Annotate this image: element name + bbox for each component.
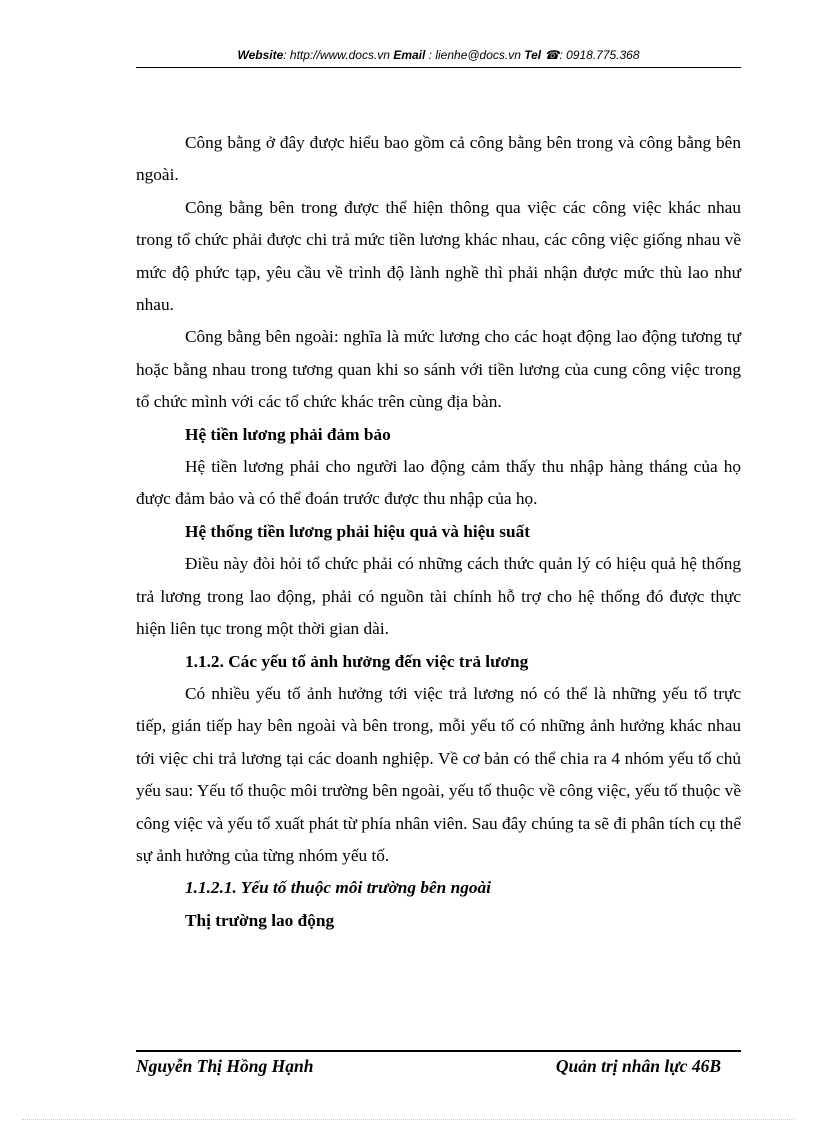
document-body bbox=[136, 127, 741, 937]
website-url: : http://www.docs.vn bbox=[283, 48, 390, 62]
paragraph: Điều này đòi hỏi tổ chức phải có những cách thức quản lý có hiệu quả hệ thống trả lương trong lao động, phải có nguồn tài chính hỗ trợ cho hệ thống đó được thực hiện liên tục trong một thời gian dài. bbox=[136, 554, 741, 639]
section-heading: Thị trường lao động bbox=[185, 910, 335, 930]
header-divider bbox=[136, 67, 741, 68]
paragraph: Có nhiều yếu tố ảnh hưởng tới việc trả lương nó có thể là những yếu tố trực tiếp, gián tiếp hay bên ngoài và bên trong, mỗi yếu tố có những ảnh hưởng khác nhau tới việc chi trả lương tại các doanh nghiệp. Về cơ bản có thể chia ra 4 nhóm yếu tố chủ yếu sau: Yếu tố thuộc môi trường bên ngoài, yếu tố thuộc về công việc, yếu tố thuộc về công việc và yếu tố xuất phát từ phía nhân viên. Sau đây chúng ta sẽ đi phân tích cụ thể sự ảnh hưởng của từng nhóm yếu tố. bbox=[136, 683, 741, 865]
section-heading: 1.1.2. Các yếu tố ảnh hưởng đến việc trả lương bbox=[185, 651, 529, 671]
paragraph: Công bằng bên trong được thể hiện thông qua việc các công việc khác nhau trong tổ chức phải được chi trả mức tiền lương khác nhau, các công việc giống nhau về mức độ phức tạp, yêu cầu về trình độ lành nghề thì phải nhận được mức thù lao như nhau. bbox=[136, 197, 741, 315]
footer-author: Nguyễn Thị Hồng Hạnh bbox=[136, 1056, 314, 1076]
email-address: : lienhe@docs.vn bbox=[428, 48, 521, 62]
phone-icon: ☎ bbox=[544, 48, 560, 62]
section-heading: Hệ thống tiền lương phải hiệu quả và hiệu suất bbox=[185, 521, 531, 541]
email-label: Email bbox=[393, 48, 426, 62]
subsection-heading: 1.1.2.1. Yếu tố thuộc môi trường bên ngoài bbox=[185, 878, 491, 898]
footer-divider bbox=[136, 1050, 741, 1052]
page-edge-divider bbox=[22, 1119, 794, 1120]
footer-class: Quản trị nhân lực 46B bbox=[555, 1056, 721, 1076]
section-heading: Hệ tiền lương phải đảm bảo bbox=[185, 424, 391, 444]
tel-label: Tel bbox=[524, 48, 542, 62]
paragraph: Công bằng bên ngoài: nghĩa là mức lương cho các hoạt động lao động tương tự hoặc bằng nhau trong tương quan khi so sánh với tiền lương của cung công việc trong tổ chức mình với các tổ chức khác trên cùng địa bàn. bbox=[136, 327, 741, 412]
paragraph: Hệ tiền lương phải cho người lao động cảm thấy thu nhập hàng tháng của họ được đảm bảo và có thể đoán trước được thu nhập của họ. bbox=[136, 457, 741, 509]
page-header bbox=[136, 48, 741, 62]
paragraph: Công bằng ở đây được hiểu bao gồm cả công bằng bên trong và công bằng bên ngoài. bbox=[136, 133, 741, 185]
website-label: Website bbox=[237, 48, 284, 62]
phone-number: : 0918.775.368 bbox=[559, 48, 640, 62]
